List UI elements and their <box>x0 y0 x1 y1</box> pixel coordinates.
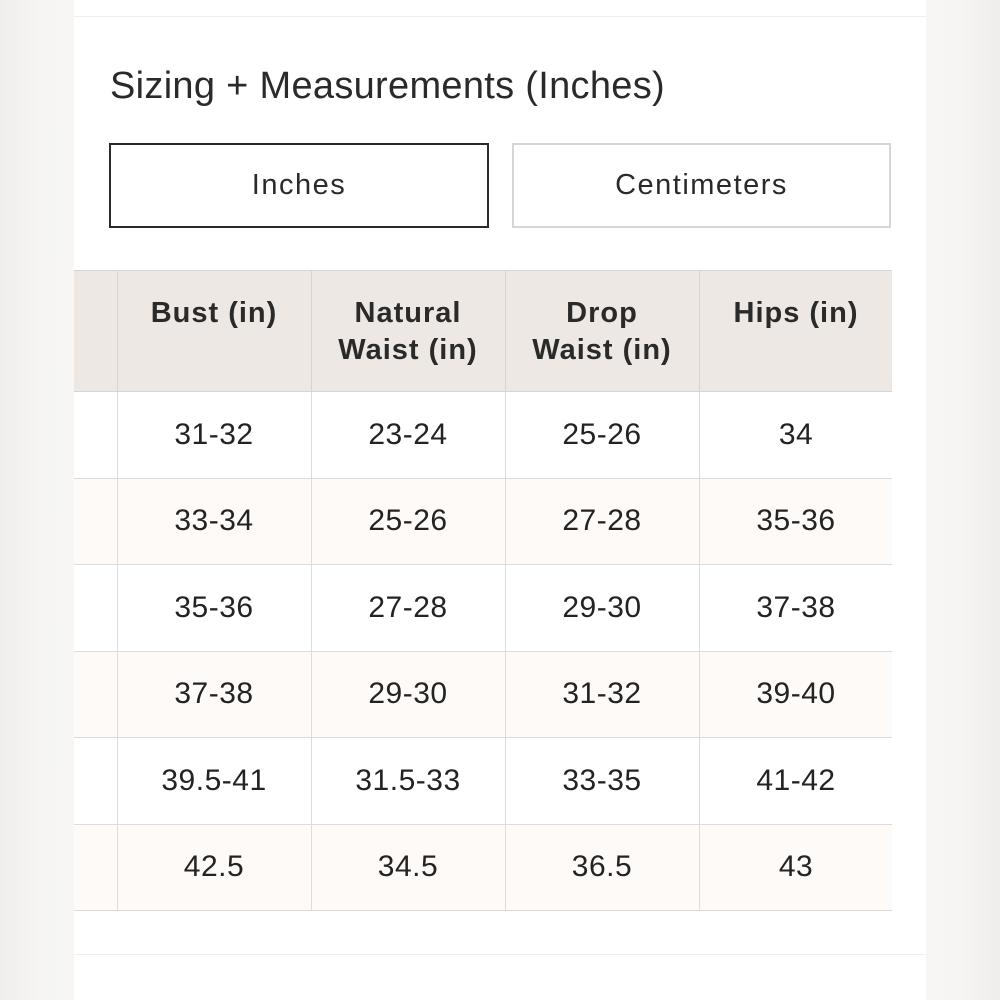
table-row <box>74 478 892 565</box>
table-row <box>74 738 892 825</box>
table-cell: 23-24 <box>311 392 505 479</box>
header-label: Waist (in) <box>532 334 672 366</box>
column-header-natural-waist <box>311 271 505 392</box>
table-cell: 39.5-41 <box>117 738 311 825</box>
column-header-drop-waist <box>505 271 699 392</box>
table-cell: 33-34 <box>117 478 311 565</box>
table-cell: 37-38 <box>699 565 892 652</box>
header-label: Natural <box>354 297 462 329</box>
table-cell: 25-26 <box>311 478 505 565</box>
table-cell: 37-38 <box>117 651 311 738</box>
inches-toggle-button[interactable]: Inches <box>109 143 489 228</box>
table-row <box>74 651 892 738</box>
size-cell <box>74 738 117 825</box>
table-row <box>74 392 892 479</box>
table-row <box>74 824 892 911</box>
centimeters-toggle-button[interactable]: Centimeters <box>512 143 891 228</box>
header-label: Hips (in) <box>733 297 859 329</box>
column-header-bust <box>117 271 311 392</box>
table-row <box>74 565 892 652</box>
header-label: Drop <box>566 297 638 329</box>
size-cell <box>74 392 117 479</box>
top-divider <box>74 16 926 17</box>
table-cell: 34.5 <box>311 824 505 911</box>
size-cell <box>74 824 117 911</box>
size-chart-table <box>74 270 892 911</box>
size-cell <box>74 565 117 652</box>
table-cell: 39-40 <box>699 651 892 738</box>
header-label: Waist (in) <box>338 334 478 366</box>
page-title: Sizing + Measurements (Inches) <box>110 65 665 107</box>
size-column-header <box>74 271 117 392</box>
header-label: Bust (in) <box>150 297 278 329</box>
table-cell: 29-30 <box>505 565 699 652</box>
table-cell: 31.5-33 <box>311 738 505 825</box>
table-cell: 27-28 <box>311 565 505 652</box>
table-header-row <box>74 271 892 392</box>
table-cell: 42.5 <box>117 824 311 911</box>
table-cell: 36.5 <box>505 824 699 911</box>
table-cell: 43 <box>699 824 892 911</box>
table-cell: 25-26 <box>505 392 699 479</box>
table-cell: 35-36 <box>117 565 311 652</box>
table-cell: 27-28 <box>505 478 699 565</box>
table-cell: 34 <box>699 392 892 479</box>
table-cell: 29-30 <box>311 651 505 738</box>
bottom-divider <box>74 954 926 955</box>
table-cell: 31-32 <box>505 651 699 738</box>
table-cell: 31-32 <box>117 392 311 479</box>
table-cell: 35-36 <box>699 478 892 565</box>
column-header-hips <box>699 271 892 392</box>
size-cell <box>74 478 117 565</box>
table-cell: 41-42 <box>699 738 892 825</box>
size-cell <box>74 651 117 738</box>
table-cell: 33-35 <box>505 738 699 825</box>
size-chart-table-container[interactable] <box>74 270 892 911</box>
